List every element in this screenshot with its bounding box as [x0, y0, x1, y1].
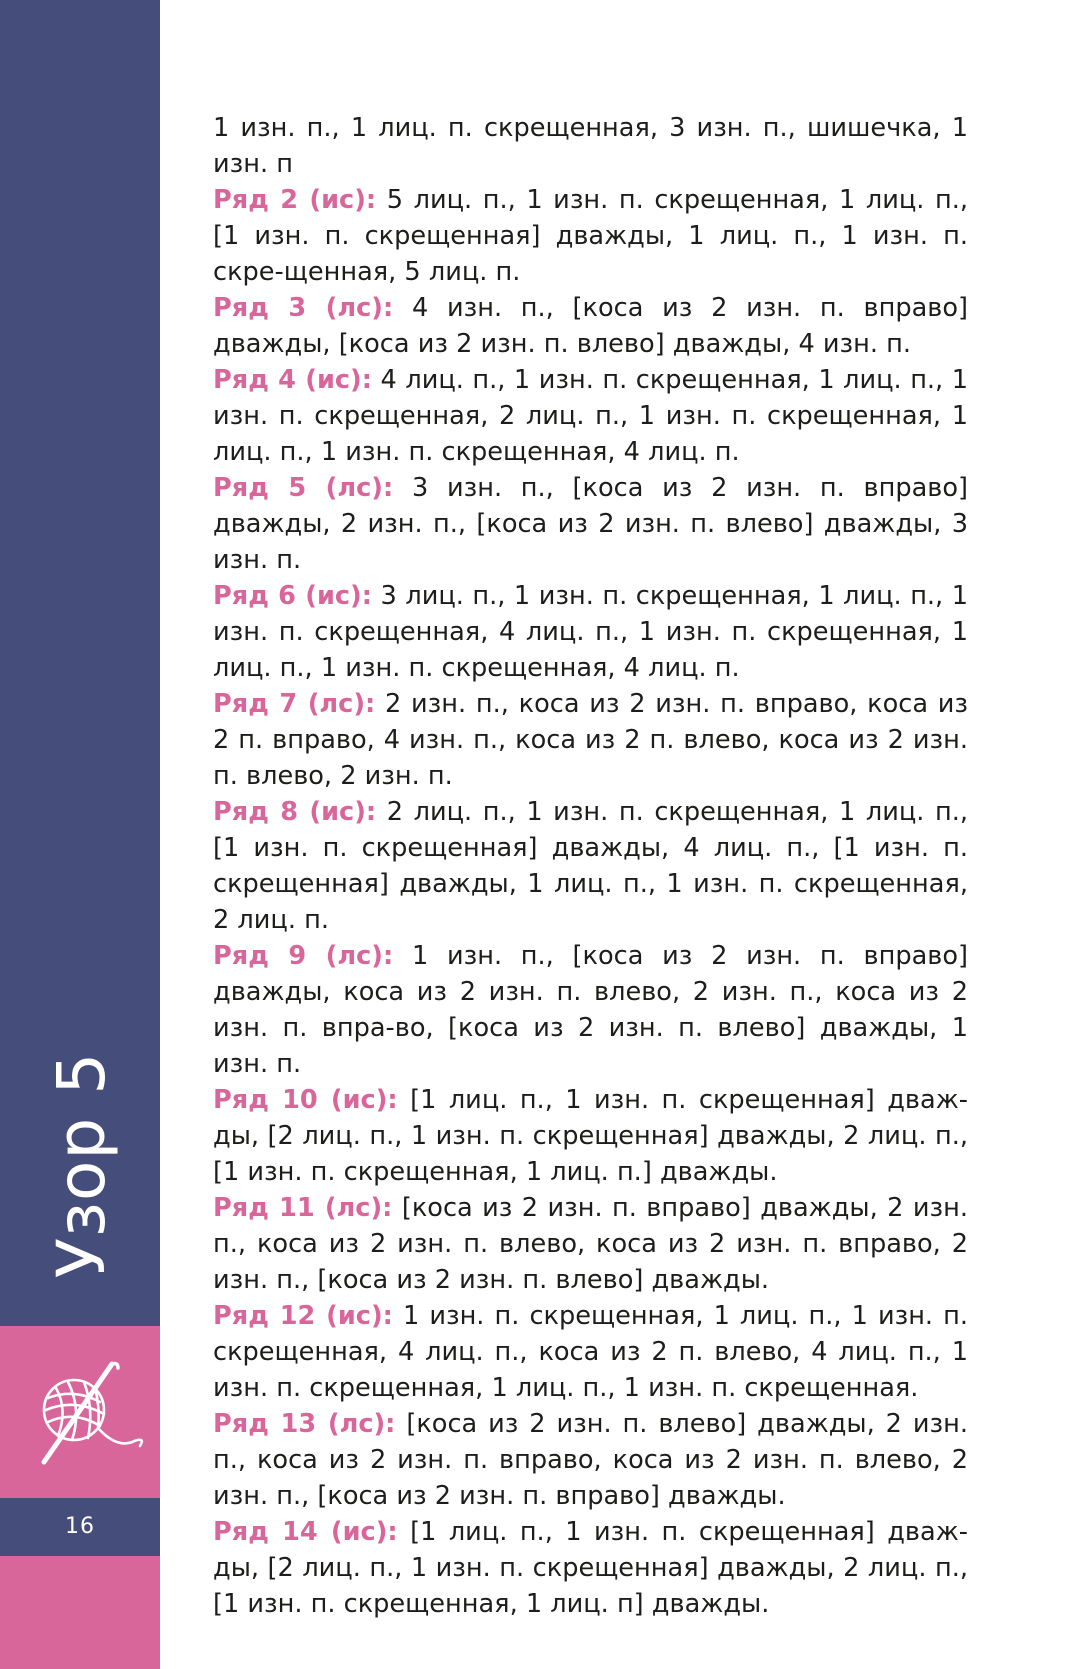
- row-text: [1 лиц. п., 1 изн. п. скрещенная] дваж-ды, [2 лиц. п., 1 изн. п. скрещенная] дважды, 2 лиц. п., [1 изн. п. скрещенная, 1 лиц. п.] дважды.: [213, 1085, 968, 1187]
- row-text: 3 изн. п., [коса из 2 изн. п. вправо] дважды, 2 изн. п., [коса из 2 изн. п. влево] дважды, 3 изн. п.: [213, 473, 968, 575]
- instruction-row-8: [213, 794, 968, 938]
- row-text: 1 изн. п., [коса из 2 изн. п. вправо] дважды, коса из 2 изн. п. влево, 2 изн. п., коса из 2 изн. п. впра-во, [коса из 2 изн. п. влево] дважды, 1 изн. п.: [213, 941, 968, 1079]
- instruction-row-12: [213, 1298, 968, 1406]
- row-text: [1 лиц. п., 1 изн. п. скрещенная] дваж-ды, [2 лиц. п., 1 изн. п. скрещенная] дважды, 2 лиц. п., [1 изн. п. скрещенная, 1 лиц. п] дважды.: [213, 1517, 968, 1619]
- row-text: 3 лиц. п., 1 изн. п. скрещенная, 1 лиц. п., 1 изн. п. скрещенная, 4 лиц. п., 1 изн. п. скрещенная, 1 лиц. п., 1 изн. п. скрещенная, 4 лиц. п.: [213, 581, 968, 683]
- row-label: Ряд 7 (лс):: [213, 689, 376, 719]
- section-title: Узор 5: [43, 1051, 120, 1279]
- row-text: 4 изн. п., [коса из 2 изн. п. вправо] дважды, [коса из 2 изн. п. влево] дважды, 4 изн. п.: [213, 293, 968, 359]
- row-label: Ряд 5 (лс):: [213, 473, 394, 503]
- row-text: 2 лиц. п., 1 изн. п. скрещенная, 1 лиц. п., [1 изн. п. скрещенная] дважды, 4 лиц. п., [1 изн. п. скрещенная] дважды, 1 лиц. п., 1 изн. п. скрещенная, 2 лиц. п.: [213, 797, 968, 935]
- sidebar-bottom-band: [0, 1556, 160, 1669]
- instruction-row-5: [213, 470, 968, 578]
- row-label: Ряд 3 (лс):: [213, 293, 394, 323]
- row-label: Ряд 6 (ис):: [213, 581, 372, 611]
- instruction-row-10: [213, 1082, 968, 1190]
- row-label: Ряд 10 (ис):: [213, 1085, 398, 1115]
- instruction-row-6: [213, 578, 968, 686]
- instruction-row-9: [213, 938, 968, 1082]
- instruction-row-1: [213, 110, 968, 182]
- row-text: 4 лиц. п., 1 изн. п. скрещенная, 1 лиц. п., 1 изн. п. скрещенная, 2 лиц. п., 1 изн. п. скрещенная, 1 лиц. п., 1 изн. п. скрещенная, 4 лиц. п.: [213, 365, 968, 467]
- instruction-row-13: [213, 1406, 968, 1514]
- instruction-row-3: [213, 290, 968, 362]
- row-text: 5 лиц. п., 1 изн. п. скрещенная, 1 лиц. п., [1 изн. п. скрещенная] дважды, 1 лиц. п., 1 изн. п. скре-щенная, 5 лиц. п.: [213, 185, 968, 287]
- row-label: Ряд 11 (лс):: [213, 1193, 393, 1223]
- row-label: Ряд 14 (ис):: [213, 1517, 398, 1547]
- row-label: Ряд 8 (ис):: [213, 797, 377, 827]
- row-text: 1 изн. п. скрещенная, 1 лиц. п., 1 изн. п. скрещенная, 4 лиц. п., коса из 2 п. влево, 4 лиц. п., 1 изн. п. скрещенная, 1 лиц. п., 1 изн. п. скрещенная.: [213, 1301, 968, 1403]
- row-label: Ряд 9 (лс):: [213, 941, 394, 971]
- row-text: [коса из 2 изн. п. влево] дважды, 2 изн. п., коса из 2 изн. п. вправо, коса из 2 изн. п. влево, 2 изн. п., [коса из 2 изн. п. вправо] дважды.: [213, 1409, 968, 1511]
- instruction-row-2: [213, 182, 968, 290]
- row-label: Ряд 2 (ис):: [213, 185, 377, 215]
- yarn-ball-crochet-hook-icon: [28, 1358, 152, 1468]
- pattern-instructions: [213, 110, 968, 1622]
- instruction-row-14: [213, 1514, 968, 1622]
- row-text: [коса из 2 изн. п. вправо] дважды, 2 изн. п., коса из 2 изн. п. влево, коса из 2 изн. п. вправо, 2 изн. п., [коса из 2 изн. п. влево] дважды.: [213, 1193, 968, 1295]
- row-label: Ряд 4 (ис):: [213, 365, 372, 395]
- row-label: Ряд 12 (ис):: [213, 1301, 393, 1331]
- row-text: 2 изн. п., коса из 2 изн. п. вправо, коса из 2 п. вправо, 4 изн. п., коса из 2 п. влево, коса из 2 изн. п. влево, 2 изн. п.: [213, 689, 968, 791]
- page-number: 16: [65, 1514, 95, 1539]
- instruction-row-11: [213, 1190, 968, 1298]
- instruction-row-4: [213, 362, 968, 470]
- row-label: Ряд 13 (лс):: [213, 1409, 396, 1439]
- instruction-row-7: [213, 686, 968, 794]
- row-text: 1 изн. п., 1 лиц. п. скрещенная, 3 изн. п., шишечка, 1 изн. п: [213, 113, 968, 179]
